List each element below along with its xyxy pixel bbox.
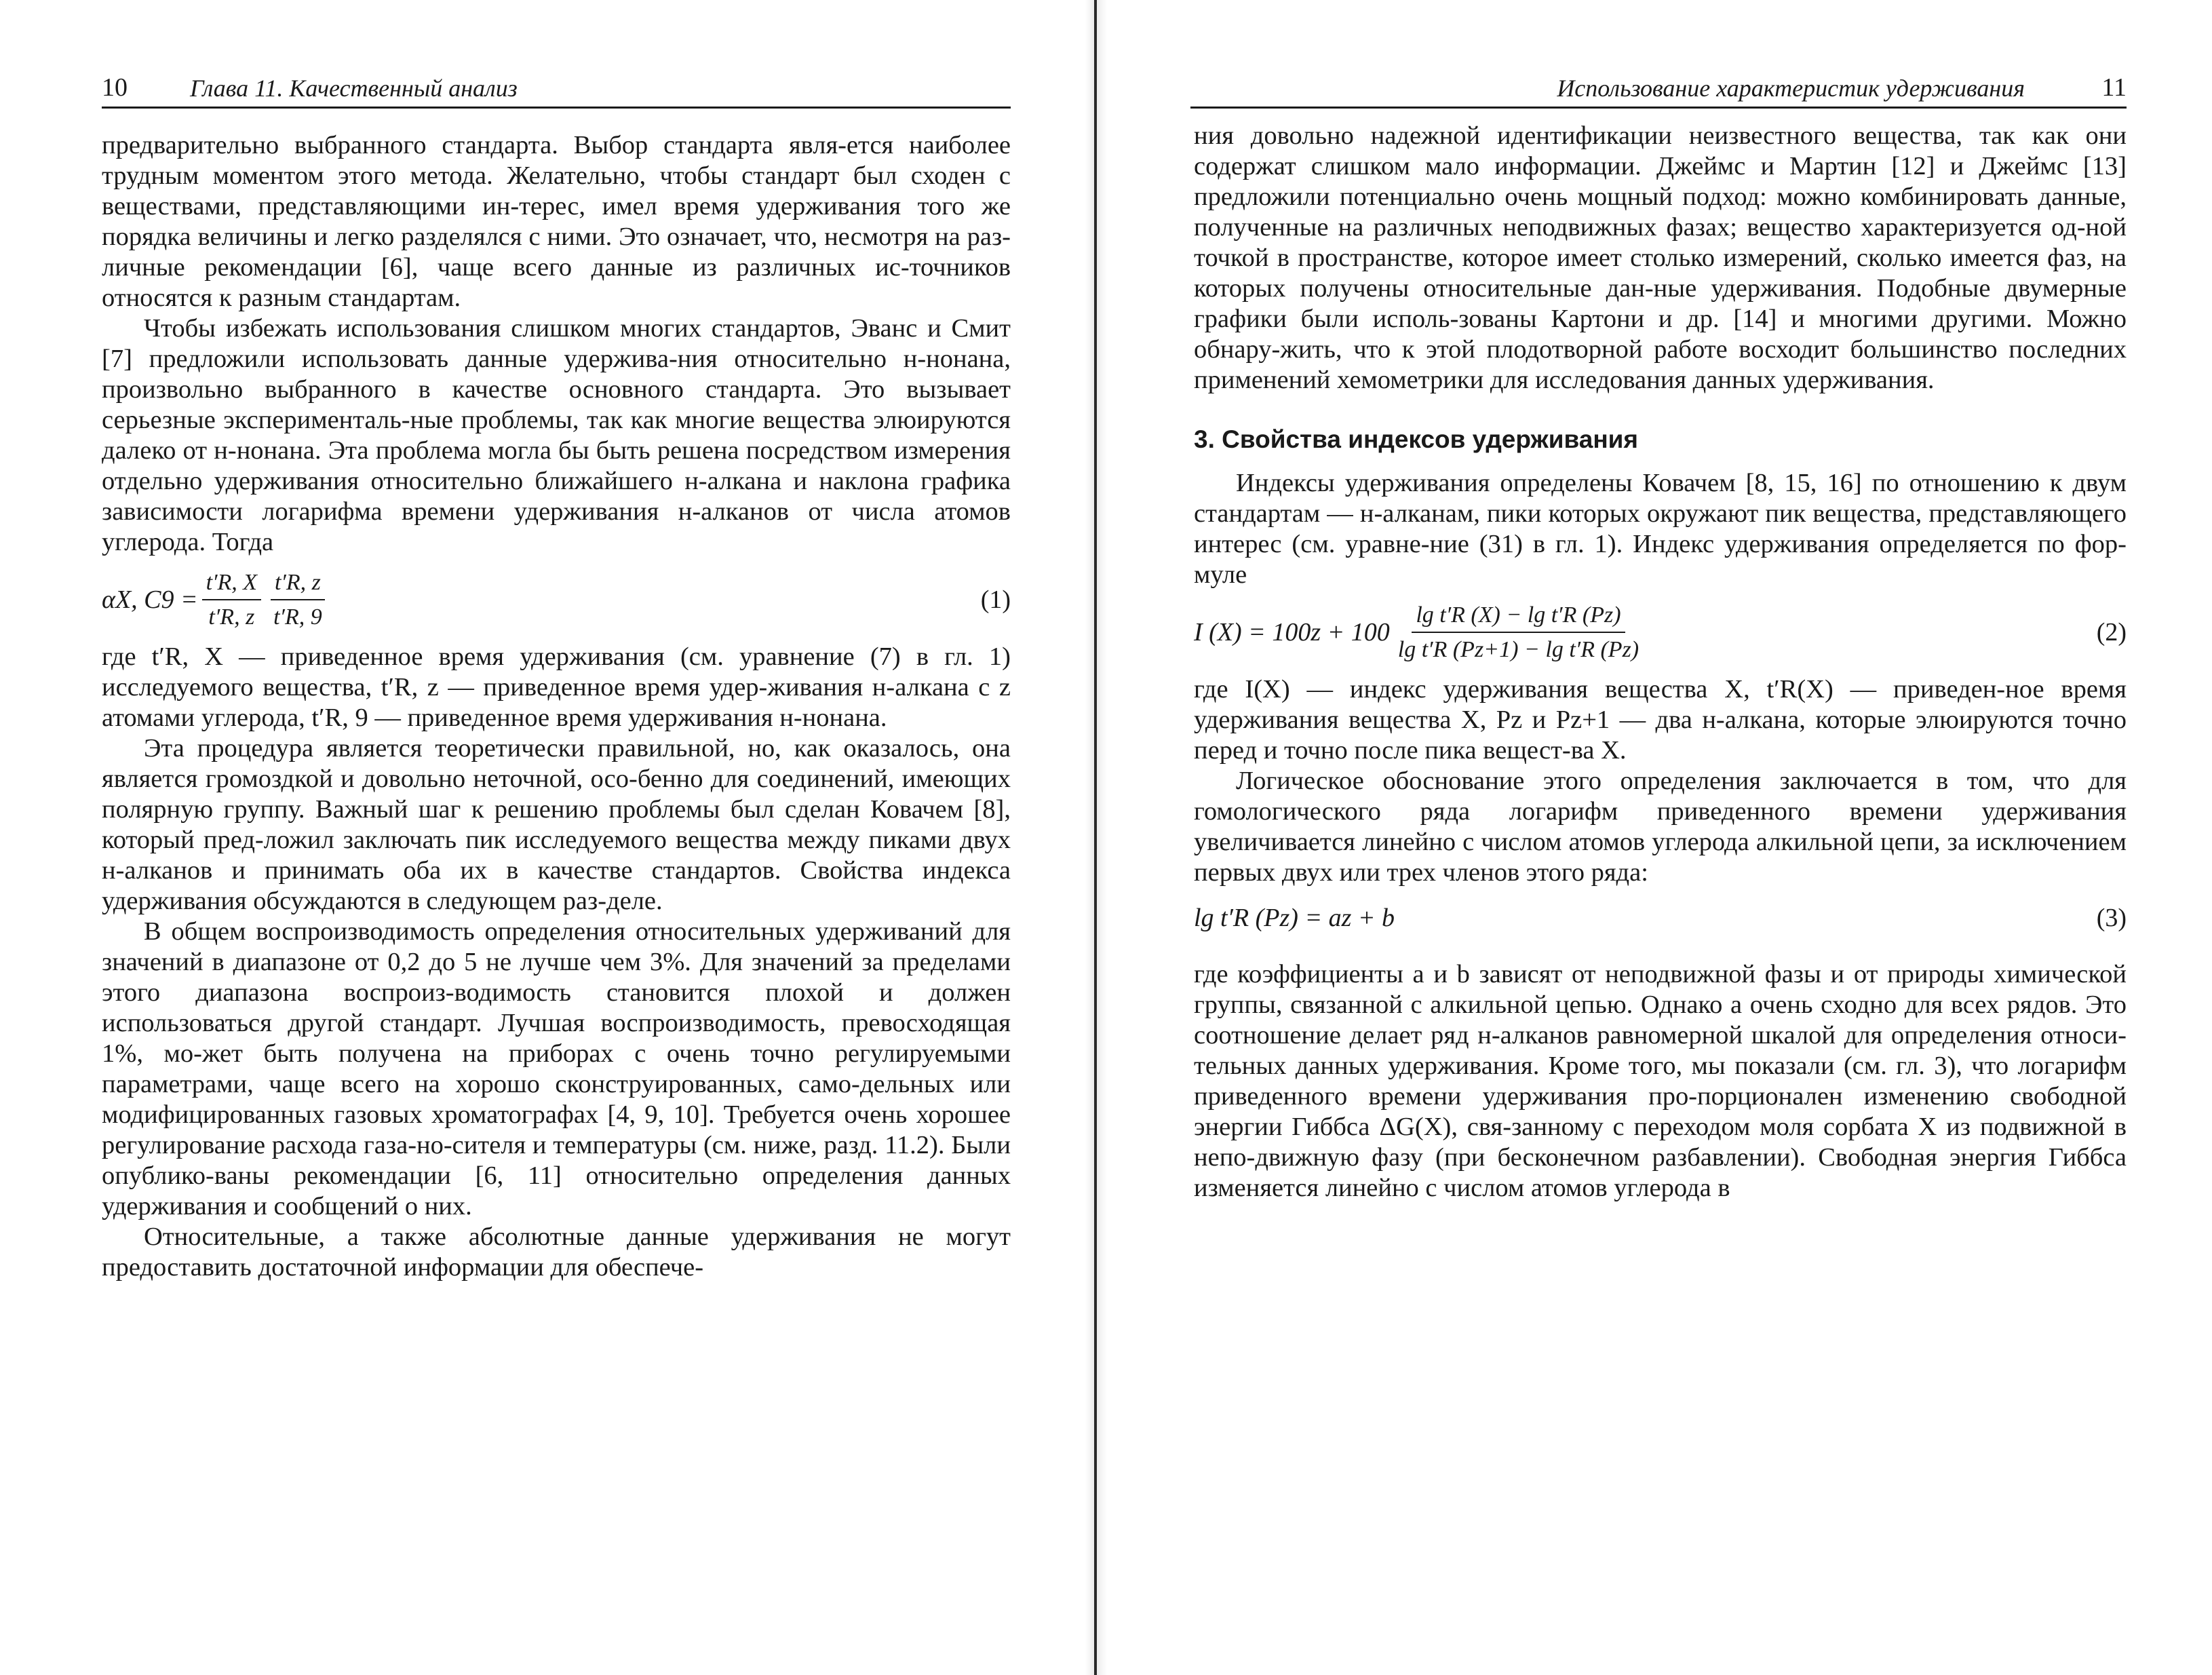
equation-1-fraction-2 <box>269 567 326 632</box>
right-running-title: Использование характеристик удерживания <box>1557 75 2025 102</box>
equation-3-number: (3) <box>2096 904 2127 932</box>
right-paragraph-after-eq3: где коэффициенты a и b зависят от неподвижной фазы и от природы химической группы, связанной с алкильной цепью. Однако a очень сходно для всех рядов. Это соотношение делает ряд н-алканов равномерной шкалой для определения относи-тельных данных удерживания. Кроме того, мы показали (см. гл. 3), что логарифм приведенного времени удерживания про-порционален изменению свободной энергии Гиббса ΔG(X), свя-занному с переходом моля сорбата X из подвижной в непо-движную фазу (при бесконечном разбавлении). Свободная энергия Гиббса изменяется линейно с числом атомов углерода в <box>1194 960 2127 1202</box>
right-paragraph-logic: Логическое обоснование этого определения заключается в том, что для гомологического ряда логарифм приведенного времени удерживания увеличивается линейно с числом атомов углерода алкильной цепи, за исключением первых двух или трех членов этого ряда: <box>1194 767 2127 887</box>
left-paragraph-5: В общем воспроизводимость определения относительных удерживаний для значений в диапазоне от 0,2 до 5 не лучше чем 3%. Для значений за пределами этого диапазона воспроиз-водимость становится плохой и должен использоваться другой стандарт. Лучшая воспроизводимость, превосходящая 1%, мо-жет быть получена на приборах с очень точно регулируемыми параметрами, чаще всего на хорошо сконструированных, само-дельных или модифицированных газовых хроматографах [4, 9, 10]. Требуется очень хорошее регулирование расхода газа-но-сителя и температуры (см. ниже, разд. 11.2). Были опублико-ваны рекомендации [6, 11] относительно определения данных удерживания и сообщений о них. <box>102 917 1011 1220</box>
equation-1-frac1-numerator: t′R, X <box>202 567 261 600</box>
right-body-text <box>1194 121 2127 1204</box>
equation-1-number: (1) <box>980 585 1011 614</box>
equation-3-body <box>1194 903 1395 933</box>
book-gutter-line <box>1094 0 1097 1675</box>
left-body-text <box>102 130 1011 1283</box>
equation-1-fraction-1 <box>202 567 261 632</box>
left-page-number: 10 <box>102 73 128 102</box>
left-running-title: Глава 11. Качественный анализ <box>190 75 518 102</box>
equation-2-body <box>1194 600 1647 665</box>
equation-3-text: lg t′R (Pz) = az + b <box>1194 904 1395 932</box>
left-page <box>0 0 1058 1675</box>
equation-1-body <box>102 567 330 632</box>
equation-1-lhs: αX, C9 = <box>102 585 198 614</box>
left-paragraph-3: где t′R, X — приведенное время удерживания (см. уравнение (7) в гл. 1) исследуемого вещества, t′R, z — приведенное время удер-живания н-алкана с z атомами углерода, t′R, 9 — приведенное время удерживания н-нонана. <box>102 642 1011 732</box>
left-paragraph-2: Чтобы избежать использования слишком многих стандартов, Эванс и Смит [7] предложили использовать данные удержива-ния относительно н-нонана, произвольно выбранного в качестве основного стандарта. Это вызывает серьезные эксперименталь-ные проблемы, так как многие вещества элюируются далеко от н-нонана. Эта проблема могла бы быть решена посредством измерения отдельно удерживания относительно ближайшего н-алкана и наклона графика зависимости логарифма времени удерживания н-алканов от числа атомов углерода. Тогда <box>102 314 1011 556</box>
equation-1-frac1-denominator: t′R, z <box>208 604 255 630</box>
left-paragraph-1: предварительно выбранного стандарта. Выбор стандарта явля-ется наиболее трудным моментом этого метода. Желательно, чтобы стандарт был сходен с веществами, представляющими ин-терес, имел время удерживания того же порядка величины и легко разделялся с ними. Это означает, что, несмотря на раз-личные рекомендации [6], чаще всего данные из различных ис-точников относятся к разным стандартам. <box>102 131 1011 312</box>
section-heading: 3. Свойства индексов удерживания <box>1194 425 1638 453</box>
left-paragraph-6: Относительные, а также абсолютные данные удерживания не могут предоставить достаточной информации для обеспече- <box>102 1222 1011 1282</box>
right-running-head <box>1190 64 2127 109</box>
right-paragraph-1: ния довольно надежной идентификации неизвестного вещества, так как они содержат слишком мало информации. Джеймс и Мартин [12] и Джеймс [13] предложили потенциально очень мощный подход: можно комбинировать данные, полученные на различных неподвижных фазах; вещество характеризуется од-ной точкой в пространстве, которое имеет столько измерений, сколько имеется фаз, на которых получены относительные дан-ные удерживания. Подобные двумерные графики были исполь-зованы Картони и др. [14] и многими другими. Можно обнару-жить, что к этой плодотворной работе восходит большинство последних применений хемометрики для исследования данных удерживания. <box>1194 121 2127 394</box>
left-paragraph-4: Эта процедура является теоретически правильной, но, как оказалось, она является громоздкой и довольно неточной, осо-бенно для соединений, имеющих полярную группу. Важный шаг к решению проблемы был сделан Ковачем [8], который пред-ложил заключать пик исследуемого вещества между пиками двух н-алканов и принимать оба их в качестве стандартов. Свойства индекса удерживания обсуждаются в следующем раз-деле. <box>102 734 1011 915</box>
equation-2 <box>1194 600 2127 665</box>
equation-2-denominator: lg t′R (Pz+1) − lg t′R (Pz) <box>1397 637 1639 662</box>
right-paragraph-intro: Индексы удерживания определены Ковачем [8, 15, 16] по отношению к двум стандартам — н-алканам, пики которых окружают пик вещества, представляющего интерес (см. уравне-ние (31) в гл. 1). Индекс удерживания определяется по фор-муле <box>1194 469 2127 589</box>
right-page-number: 11 <box>2101 73 2127 102</box>
equation-2-number: (2) <box>2096 617 2127 647</box>
equation-1-frac2-denominator: t′R, 9 <box>273 604 322 630</box>
equation-2-fraction <box>1394 600 1643 665</box>
equation-1-frac2-numerator: t′R, z <box>271 567 325 600</box>
right-page <box>1112 0 2212 1675</box>
left-running-head <box>102 64 1011 109</box>
equation-1 <box>102 567 1011 632</box>
right-paragraph-after-eq2: где I(X) — индекс удерживания вещества X, t′R(X) — приведен-ное время удерживания вещества X, Pz и Pz+1 — два н-алкана, которые элюируются точно перед и точно после пика вещест-ва X. <box>1194 675 2127 765</box>
equation-2-numerator: lg t′R (X) − lg t′R (Pz) <box>1412 600 1625 633</box>
equation-2-lhs: I (X) = 100z + 100 <box>1194 617 1390 647</box>
equation-3 <box>1194 903 2127 933</box>
